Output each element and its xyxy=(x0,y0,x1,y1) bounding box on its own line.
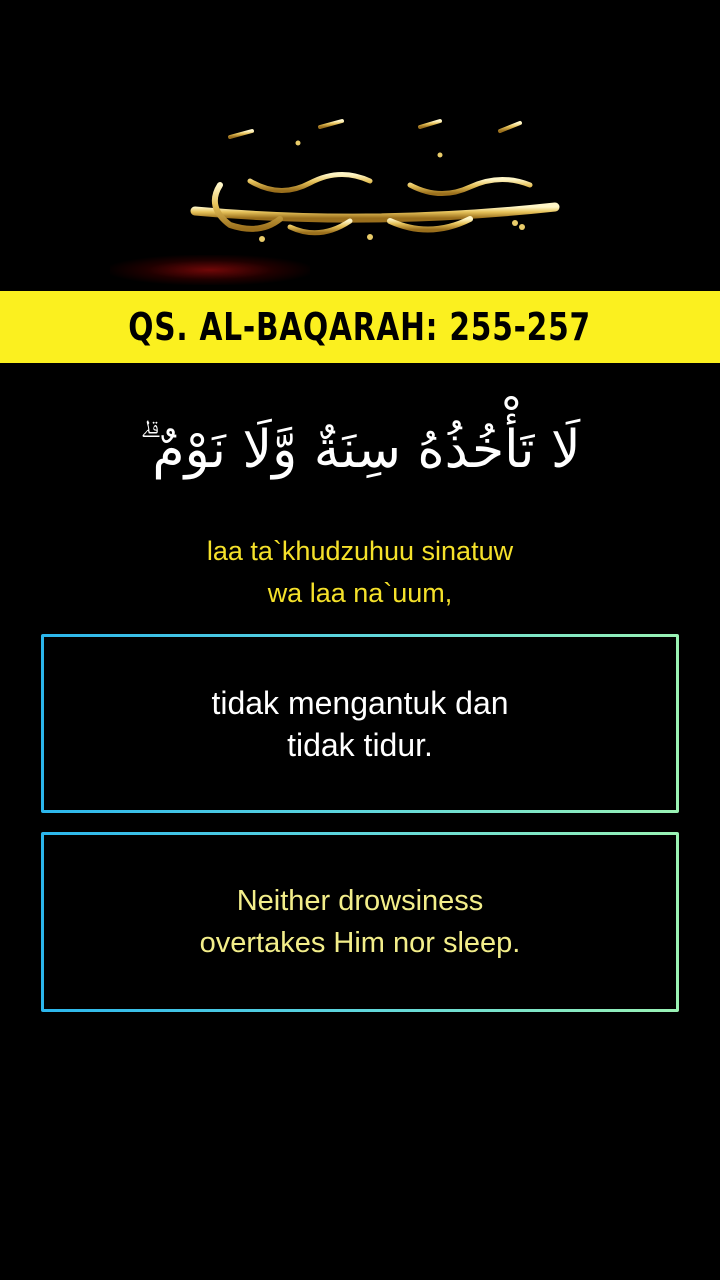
bismillah-calligraphy xyxy=(170,115,570,250)
indonesian-translation-box xyxy=(41,634,679,813)
arabic-verse: لَا تَأْخُذُهُ سِنَةٌ وَّلَا نَوْمٌ ۗ xyxy=(139,420,581,480)
transliteration-line-2: wa laa na`uum, xyxy=(267,578,453,608)
transliteration-line-1: laa ta`khudzuhuu sinatuw xyxy=(206,536,514,566)
english-translation-box xyxy=(41,832,679,1012)
indonesian-line-2: tidak tidur. xyxy=(287,726,433,763)
indonesian-line-1: tidak mengantuk dan xyxy=(211,684,509,721)
english-line-2: overtakes Him nor sleep. xyxy=(199,927,521,959)
indonesian-translation xyxy=(211,682,508,766)
transliteration xyxy=(0,530,720,614)
surah-title: QS. AL-BAQARAH: 255-257 xyxy=(128,305,592,349)
english-translation xyxy=(200,880,521,964)
english-line-1: Neither drowsiness xyxy=(236,885,484,917)
red-glow-decoration xyxy=(110,255,310,285)
surah-title-banner xyxy=(0,291,720,363)
